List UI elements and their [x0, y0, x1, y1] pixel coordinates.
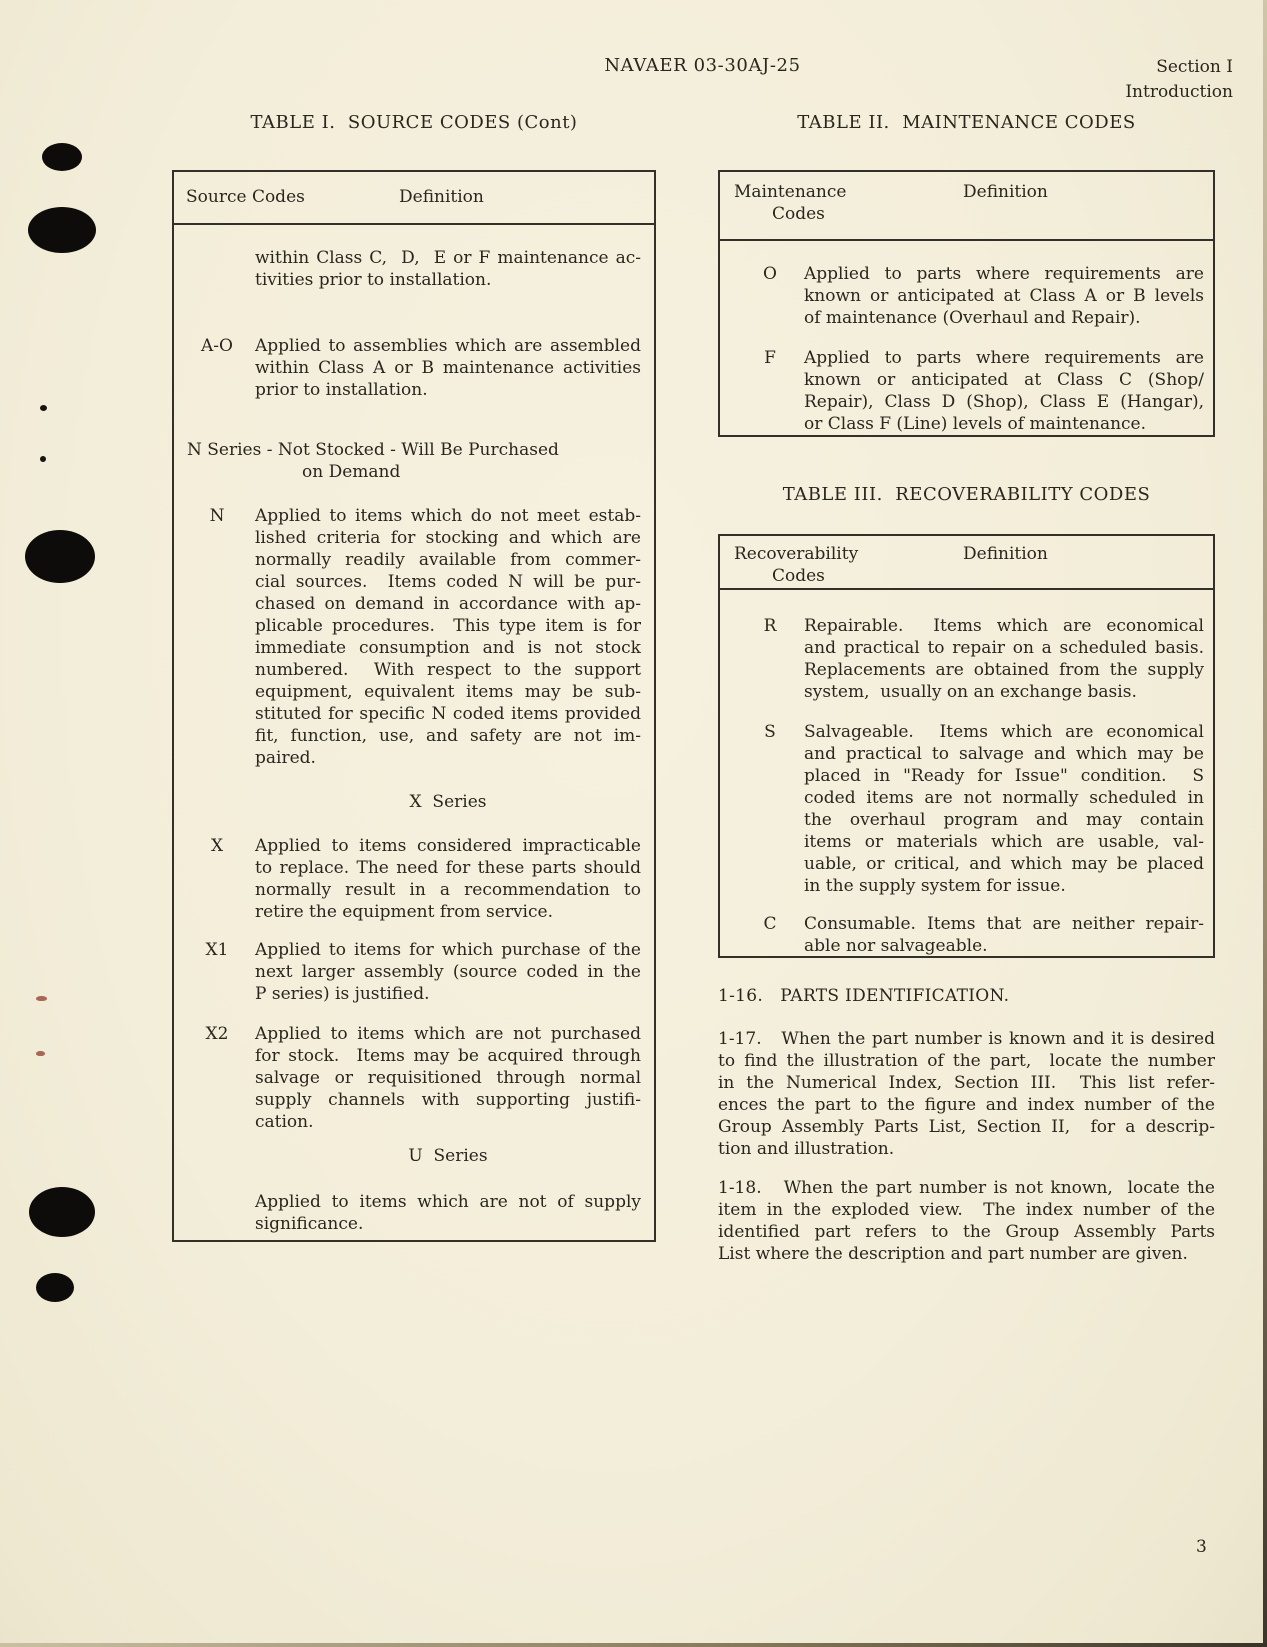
- text-line: known or anticipated at Class A or B levels: [804, 286, 1204, 306]
- punch-hole-mark-2: [28, 207, 96, 253]
- text-line: significance.: [255, 1214, 364, 1234]
- text-line: paired.: [255, 748, 316, 768]
- source-code: X1: [205, 940, 229, 960]
- table2-header-row: [720, 172, 1213, 241]
- source-code: X2: [205, 1024, 229, 1044]
- maintenance-code: F: [764, 348, 776, 368]
- text-line: supply channels with supporting justifi-: [255, 1090, 641, 1110]
- ink-speck-1: [40, 405, 47, 411]
- text-line: Applied to parts where requirements are: [804, 264, 1204, 284]
- text-line: prior to installation.: [255, 380, 428, 400]
- text-line: ences the part to the figure and index number of the: [718, 1095, 1215, 1115]
- text-line: uable, or critical, and which may be placed: [804, 854, 1204, 874]
- text-line: cation.: [255, 1112, 314, 1132]
- text-line: Applied to items considered impracticable: [255, 836, 641, 856]
- definition-text: [255, 505, 641, 769]
- text-line: and practical to repair on a scheduled basis.: [804, 638, 1204, 658]
- table3-body: [720, 615, 1213, 957]
- definition-text: [804, 615, 1204, 703]
- punch-hole-mark-1: [42, 143, 82, 171]
- table-row: [174, 835, 654, 923]
- text-line: Applied to items which are not purchased: [255, 1024, 641, 1044]
- text-line: coded items are not normally scheduled in: [804, 788, 1204, 808]
- table3-title: TABLE III. RECOVERABILITY CODES: [782, 484, 1151, 505]
- text-line: and practical to salvage and which may be: [804, 744, 1204, 764]
- text-line: identified part refers to the Group Assembly Parts: [718, 1222, 1215, 1242]
- text-line: plicable procedures. This type item is for: [255, 616, 641, 636]
- maintenance-code: O: [763, 264, 777, 284]
- table-row: [174, 505, 654, 769]
- text-line: Applied to assemblies which are assembled: [255, 336, 641, 356]
- recoverability-code: R: [763, 616, 777, 636]
- text-line: List where the description and part number are given.: [718, 1244, 1188, 1264]
- text-line: Applied to items which do not meet estab-: [255, 506, 641, 526]
- text-line: 1-18. When the part number is not known, locate the: [718, 1178, 1215, 1198]
- table1: [172, 170, 656, 1242]
- definition-text: [255, 247, 641, 291]
- doc-number: NAVAER 03-30AJ-25: [604, 55, 801, 76]
- group-heading-line: on Demand: [302, 462, 401, 482]
- table1-header-row: [174, 172, 654, 225]
- definition-text: [255, 335, 641, 401]
- text-line: numbered. With respect to the support: [255, 660, 641, 680]
- paragraph-1-17: [718, 1028, 1215, 1160]
- definition-text: [804, 913, 1204, 957]
- section-label: Section I: [1156, 57, 1233, 77]
- table-row: [720, 615, 1213, 703]
- paragraph-1-18: [718, 1177, 1215, 1265]
- text-line: Applied to parts where requirements are: [804, 348, 1204, 368]
- text-line: in the Numerical Index, Section III. This list refer-: [718, 1073, 1215, 1093]
- text-line: placed in "Ready for Issue" condition. S: [804, 766, 1204, 786]
- text-line: tion and illustration.: [718, 1139, 895, 1159]
- text-line: Salvageable. Items which are economical: [804, 722, 1204, 742]
- group-heading-line: N Series - Not Stocked - Will Be Purchased: [187, 440, 559, 460]
- table3-col-codes: Codes: [772, 566, 825, 586]
- series-heading: U Series: [408, 1146, 488, 1166]
- text-line: item in the exploded view. The index number of the: [718, 1200, 1215, 1220]
- text-line: within Class C, D, E or F maintenance ac-: [255, 248, 641, 268]
- table1-col-source-codes: Source Codes: [186, 187, 305, 207]
- table-row: [174, 939, 654, 1005]
- text-line: the overhaul program and may contain: [804, 810, 1204, 830]
- text-line: fit, function, use, and safety are not im-: [255, 726, 641, 746]
- text-line: known or anticipated at Class C (Shop/: [804, 370, 1204, 390]
- definition-text: [804, 347, 1204, 435]
- table2-body: [720, 263, 1213, 435]
- table1-body: [174, 247, 654, 1235]
- text-line: system, usually on an exchange basis.: [804, 682, 1137, 702]
- table1-col-definition: Definition: [399, 187, 484, 207]
- section-sublabel: Introduction: [1125, 82, 1233, 102]
- table-row: [174, 247, 654, 291]
- text-line: retire the equipment from service.: [255, 902, 553, 922]
- text-line: Repair), Class D (Shop), Class E (Hangar),: [804, 392, 1204, 412]
- text-line: lished criteria for stocking and which are: [255, 528, 641, 548]
- table3: [718, 534, 1215, 958]
- table3-col-definition: Definition: [963, 544, 1048, 564]
- text-line: cial sources. Items coded N will be pur-: [255, 572, 641, 592]
- table2-col-codes: Codes: [772, 204, 825, 224]
- punch-hole-mark-3: [25, 530, 95, 583]
- text-line: tivities prior to installation.: [255, 270, 492, 290]
- definition-text: [255, 1191, 641, 1235]
- table2-col-definition: Definition: [963, 182, 1048, 202]
- table1-title: TABLE I. SOURCE CODES (Cont): [250, 112, 578, 133]
- text-line: Applied to items which are not of supply: [255, 1192, 641, 1212]
- text-line: Repairable. Items which are economical: [804, 616, 1204, 636]
- text-line: or Class F (Line) levels of maintenance.: [804, 414, 1147, 434]
- punch-hole-mark-4: [29, 1187, 95, 1237]
- source-code: X: [210, 836, 224, 856]
- text-line: of maintenance (Overhaul and Repair).: [804, 308, 1141, 328]
- text-line: normally result in a recommendation to: [255, 880, 641, 900]
- series-heading: X Series: [409, 792, 487, 812]
- source-code: N: [209, 506, 225, 526]
- table3-col-recoverability: Recoverability: [734, 544, 859, 564]
- section-header: [1125, 55, 1233, 105]
- definition-text: [255, 1023, 641, 1133]
- text-line: items or materials which are usable, val-: [804, 832, 1204, 852]
- series-group-heading: [187, 439, 654, 483]
- red-pencil-mark-1: [36, 996, 47, 1001]
- red-pencil-mark-2: [36, 1051, 45, 1056]
- table-row: [174, 1023, 654, 1133]
- text-line: to replace. The need for these parts should: [255, 858, 641, 878]
- table2-title: TABLE II. MAINTENANCE CODES: [797, 112, 1136, 133]
- table-row: [720, 721, 1213, 897]
- text-line: chased on demand in accordance with ap-: [255, 594, 641, 614]
- text-line: for stock. Items may be acquired through: [255, 1046, 641, 1066]
- definition-text: [804, 721, 1204, 897]
- text-line: able nor salvageable.: [804, 936, 988, 956]
- text-line: in the supply system for issue.: [804, 876, 1066, 896]
- text-line: Applied to items for which purchase of the: [255, 940, 641, 960]
- ink-speck-2: [40, 456, 46, 462]
- recoverability-code: S: [764, 722, 776, 742]
- text-line: Consumable. Items that are neither repair-: [804, 914, 1204, 934]
- text-line: P series) is justified.: [255, 984, 430, 1004]
- text-line: next larger assembly (source coded in the: [255, 962, 641, 982]
- source-code: A-O: [201, 336, 233, 356]
- table2-col-maintenance: Maintenance: [734, 182, 847, 202]
- definition-text: [255, 939, 641, 1005]
- text-line: Group Assembly Parts List, Section II, for a descrip-: [718, 1117, 1215, 1137]
- table-row: [720, 263, 1213, 329]
- text-line: 1-17. When the part number is known and it is desired: [718, 1029, 1215, 1049]
- text-line: Replacements are obtained from the supply: [804, 660, 1204, 680]
- text-line: to find the illustration of the part, locate the number: [718, 1051, 1215, 1071]
- table-row: [174, 1191, 654, 1235]
- recoverability-code: C: [763, 914, 777, 934]
- text-line: immediate consumption and is not stock: [255, 638, 641, 658]
- text-line: salvage or requisitioned through normal: [255, 1068, 641, 1088]
- table-row: [720, 913, 1213, 957]
- scan-edge-bottom: [0, 1643, 1267, 1647]
- text-line: within Class A or B maintenance activities: [255, 358, 641, 378]
- table3-header-row: [720, 536, 1213, 590]
- table-row: [174, 335, 654, 401]
- text-line: stituted for specific N coded items provided: [255, 704, 641, 724]
- table-row: [720, 347, 1213, 435]
- punch-hole-mark-5: [36, 1273, 74, 1302]
- page-number: 3: [1196, 1537, 1207, 1557]
- definition-text: [255, 835, 641, 923]
- table2: [718, 170, 1215, 437]
- scan-edge-right: [1263, 0, 1267, 1647]
- section-heading-1-16: 1-16. PARTS IDENTIFICATION.: [718, 986, 1010, 1006]
- definition-text: [804, 263, 1204, 329]
- text-line: equipment, equivalent items may be sub-: [255, 682, 641, 702]
- text-line: normally readily available from commer-: [255, 550, 641, 570]
